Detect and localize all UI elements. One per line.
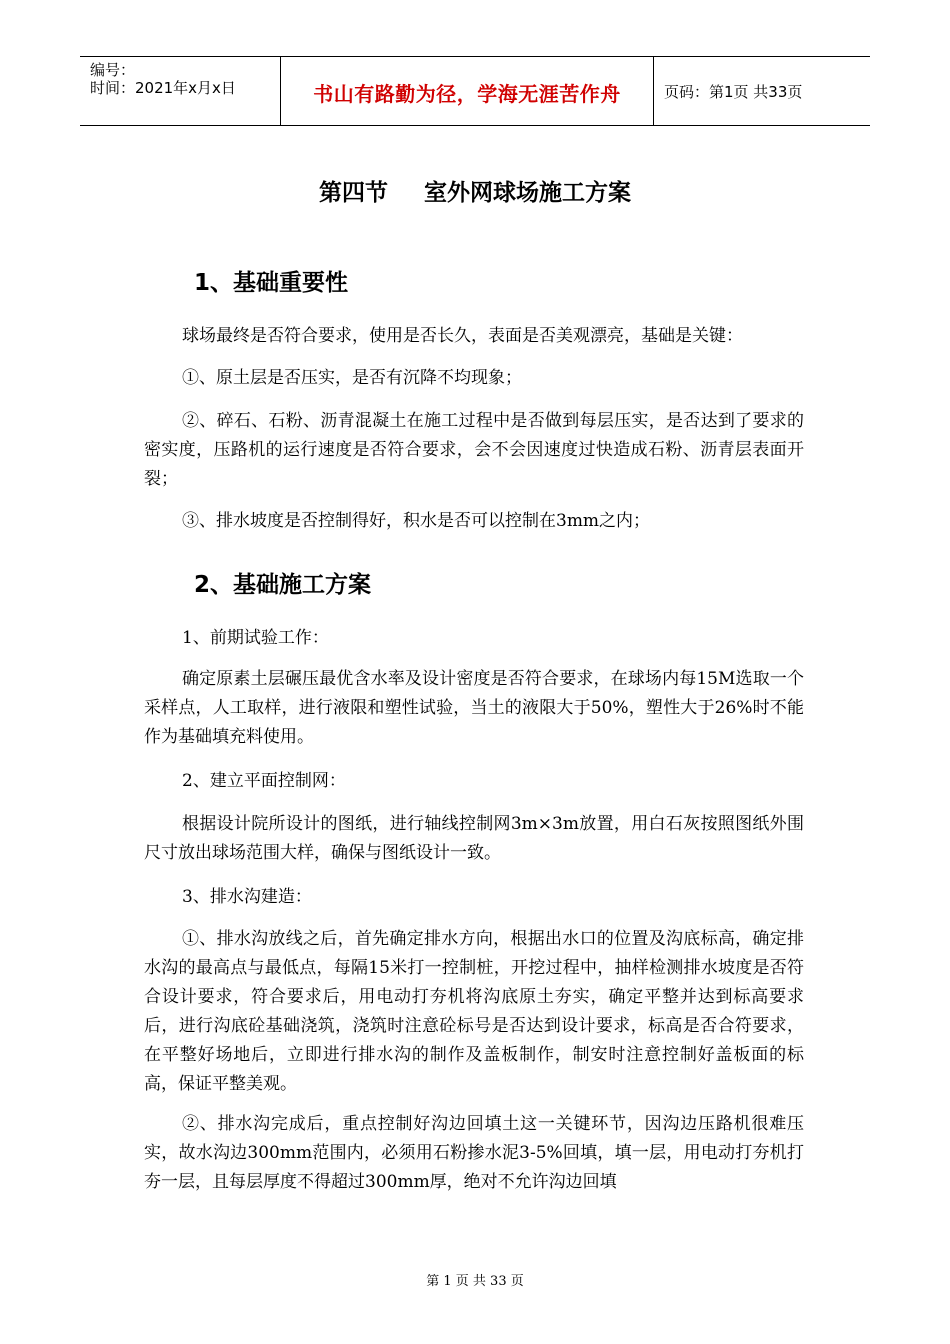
paragraph: 1、前期试验工作： — [182, 628, 329, 648]
header-motto: 书山有路勤为径，学海无涯苦作舟 — [313, 82, 621, 106]
header-meta-cell — [80, 57, 281, 125]
paragraph: 3、排水沟建造： — [182, 887, 312, 907]
section-heading: 1、基础重要性 — [194, 270, 349, 296]
page-footer: 第 1 页 共 33 页 — [426, 1274, 524, 1289]
page-title — [0, 174, 950, 207]
paragraph: 确定原素土层碾压最优含水率及设计密度是否符合要求，在球场内每15M选取一个采样点，人工取样，进行液限和塑性试验，当土的液限大于50%，塑性大于26%时不能作为基础填充料使用。 — [144, 669, 804, 747]
section-name: 室外网球场施工方案 — [424, 180, 631, 206]
paragraph: 根据设计院所设计的图纸，进行轴线控制网3m×3m放置，用白石灰按照图纸外围尺寸放出球场范围大样，确保与图纸设计一致。 — [144, 814, 804, 863]
paragraph: ②、碎石、石粉、沥青混凝土在施工过程中是否做到每层压实，是否达到了要求的密实度，压路机的运行速度是否符合要求，会不会因速度过快造成石粉、沥青层表面开裂； — [144, 411, 804, 489]
header-page-cell — [654, 57, 870, 125]
paragraph: ③、排水坡度是否控制得好，积水是否可以控制在3mm之内； — [182, 511, 651, 531]
paragraph: ②、排水沟完成后，重点控制好沟边回填土这一关键环节，因沟边压路机很难压实，故水沟边300mm范围内，必须用石粉掺水泥3-5%回填，填一层，用电动打夯机打夯一层，且每层厚度不得超过300mm厚，绝对不允许沟边回填 — [144, 1114, 804, 1192]
header-motto-cell — [281, 57, 654, 125]
document-date: 时间：2021年x月x日 — [90, 79, 236, 97]
section-heading: 2、基础施工方案 — [194, 572, 372, 598]
header-page-info: 页码：第1页 共33页 — [664, 83, 803, 101]
paragraph: 球场最终是否符合要求，使用是否长久，表面是否美观漂亮，基础是关键： — [182, 326, 743, 346]
paragraph: 2、建立平面控制网： — [182, 771, 346, 791]
document-number-label: 编号： — [90, 61, 136, 79]
paragraph: ①、排水沟放线之后，首先确定排水方向，根据出水口的位置及沟底标高，确定排水沟的最高点与最低点，每隔15米打一控制桩，开挖过程中，抽样检测排水坡度是否符合设计要求，符合要求后，用电动打夯机将沟底原土夯实，确定平整并达到标高要求后，进行沟底砼基础浇筑，浇筑时注意砼标号是否达到设计要求，标高是否合符要求，在平整好场地后，立即进行排水沟的制作及盖板制作，制安时注意控制好盖板面的标高，保证平整美观。 — [144, 929, 804, 1094]
section-number: 第四节 — [319, 180, 388, 206]
paragraph: ①、原土层是否压实，是否有沉降不均现象； — [182, 368, 522, 388]
page-header — [80, 56, 870, 126]
